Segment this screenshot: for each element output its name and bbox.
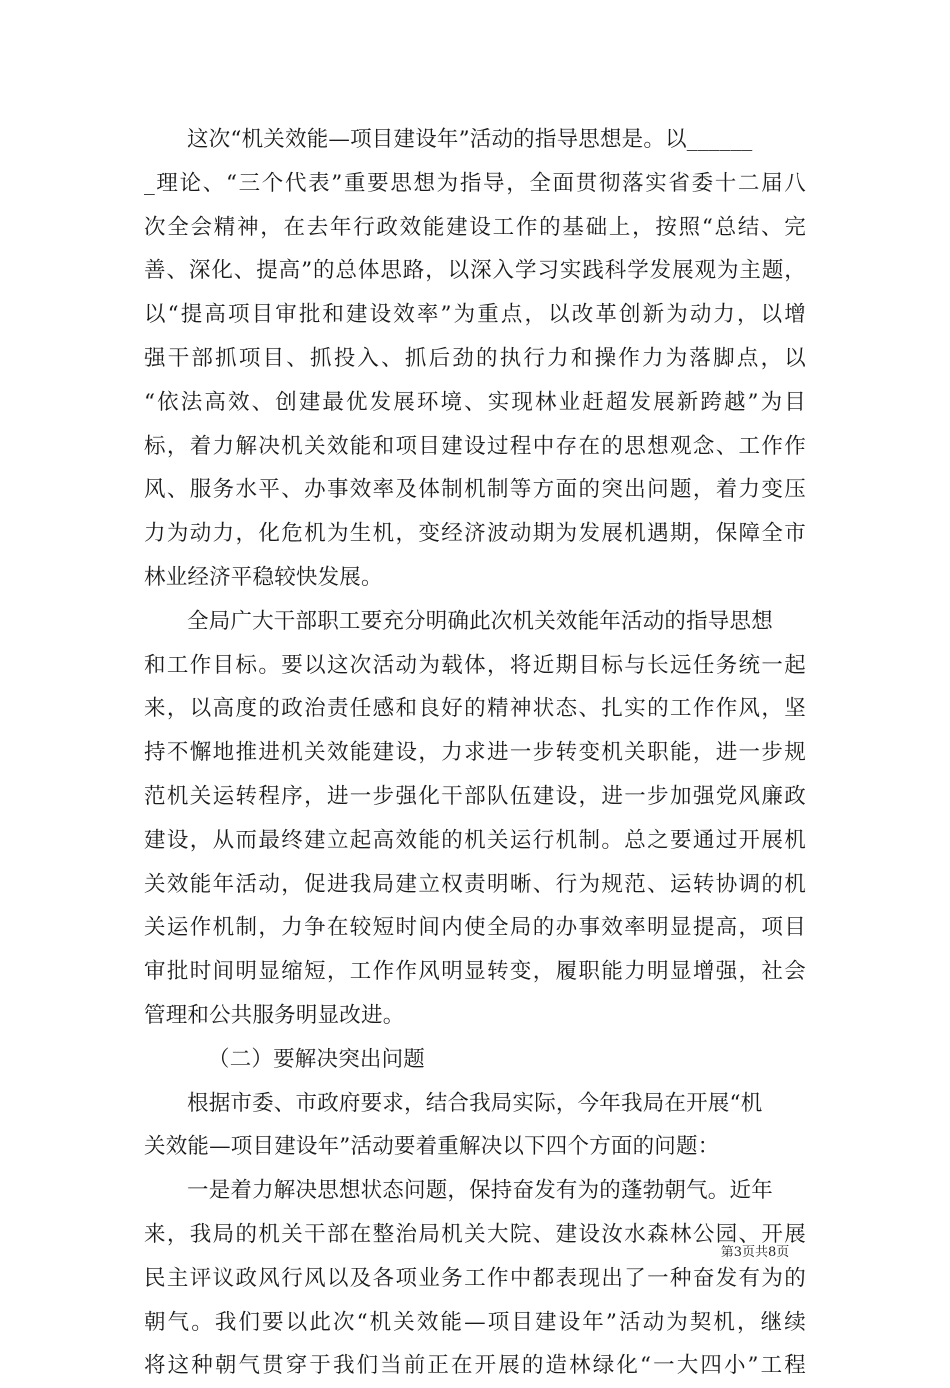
text-line: 管理和公共服务明显改进。 (144, 1002, 405, 1028)
text-line: 风、服务水平、办事效率及体制机制等方面的突出问题，着力变压 (144, 477, 806, 503)
text-line: 民主评议政风行风以及各项业务工作中都表现出了一种奋发有为的 (144, 1265, 806, 1291)
text-line: 朝气。我们要以此次“机关效能—项目建设年”活动为契机，继续 (144, 1309, 806, 1335)
text-line: 持不懈地推进机关效能建设，力求进一步转变机关职能，进一步规 (144, 740, 806, 766)
text-line: 这次“机关效能—项目建设年”活动的指导思想是。以______ (187, 127, 753, 152)
text-line: _理论、“三个代表”重要思想为指导，全面贯彻落实省委十二届八 (144, 170, 806, 196)
text-line: 和工作目标。要以这次活动为载体，将近期目标与长远任务统一起 (144, 652, 806, 678)
text-line: 建设，从而最终建立起高效能的机关运行机制。总之要通过开展机 (144, 827, 806, 853)
text-line: 全局广大干部职工要充分明确此次机关效能年活动的指导思想 (187, 608, 773, 634)
text-line: 关效能年活动，促进我局建立权责明晰、行为规范、运转协调的机 (144, 871, 806, 897)
text-line: 关运作机制，力争在较短时间内使全局的办事效率明显提高，项目 (144, 915, 806, 941)
text-line: 审批时间明显缩短，工作作风明显转变，履职能力明显增强，社会 (144, 959, 806, 985)
text-line: 以“提高项目审批和建设效率”为重点，以改革创新为动力，以增 (144, 302, 806, 328)
page-number: 第3页共8页 (720, 1245, 790, 1260)
text-line: “依法高效、创建最优发展环境、实现林业赶超发展新跨越”为目 (144, 389, 806, 415)
text-line: 一是着力解决思想状态问题，保持奋发有为的蓬勃朝气。近年 (187, 1178, 773, 1204)
text-line: 来，以高度的政治责任感和良好的精神状态、扎实的工作作风，坚 (144, 696, 806, 722)
text-line: 根据市委、市政府要求，结合我局实际，今年我局在开展“机 (187, 1090, 763, 1116)
text-line: 力为动力，化危机为生机，变经济波动期为发展机遇期，保障全市 (144, 521, 806, 547)
text-line: 将这种朝气贯穿于我们当前正在开展的造林绿化“一大四小”工程 (144, 1353, 806, 1379)
text-line: 范机关运转程序，进一步强化干部队伍建设，进一步加强党风廉政 (144, 783, 806, 809)
text-line: 关效能—项目建设年”活动要着重解决以下四个方面的问题： (144, 1134, 720, 1160)
text-line: 次全会精神，在去年行政效能建设工作的基础上，按照“总结、完 (144, 214, 806, 240)
text-line: 善、深化、提高”的总体思路，以深入学习实践科学发展观为主题， (144, 258, 806, 284)
text-line: 强干部抓项目、抓投入、抓后劲的执行力和操作力为落脚点，以 (144, 345, 806, 371)
text-line: 标，着力解决机关效能和项目建设过程中存在的思想观念、工作作 (144, 433, 806, 459)
text-line: 来，我局的机关干部在整治局机关大院、建设汝水森林公园、开展 (144, 1221, 806, 1247)
section-heading: （二）要解决突出问题 (208, 1046, 426, 1072)
text-line: 林业经济平稳较快发展。 (144, 564, 383, 590)
document-body (144, 118, 806, 1388)
